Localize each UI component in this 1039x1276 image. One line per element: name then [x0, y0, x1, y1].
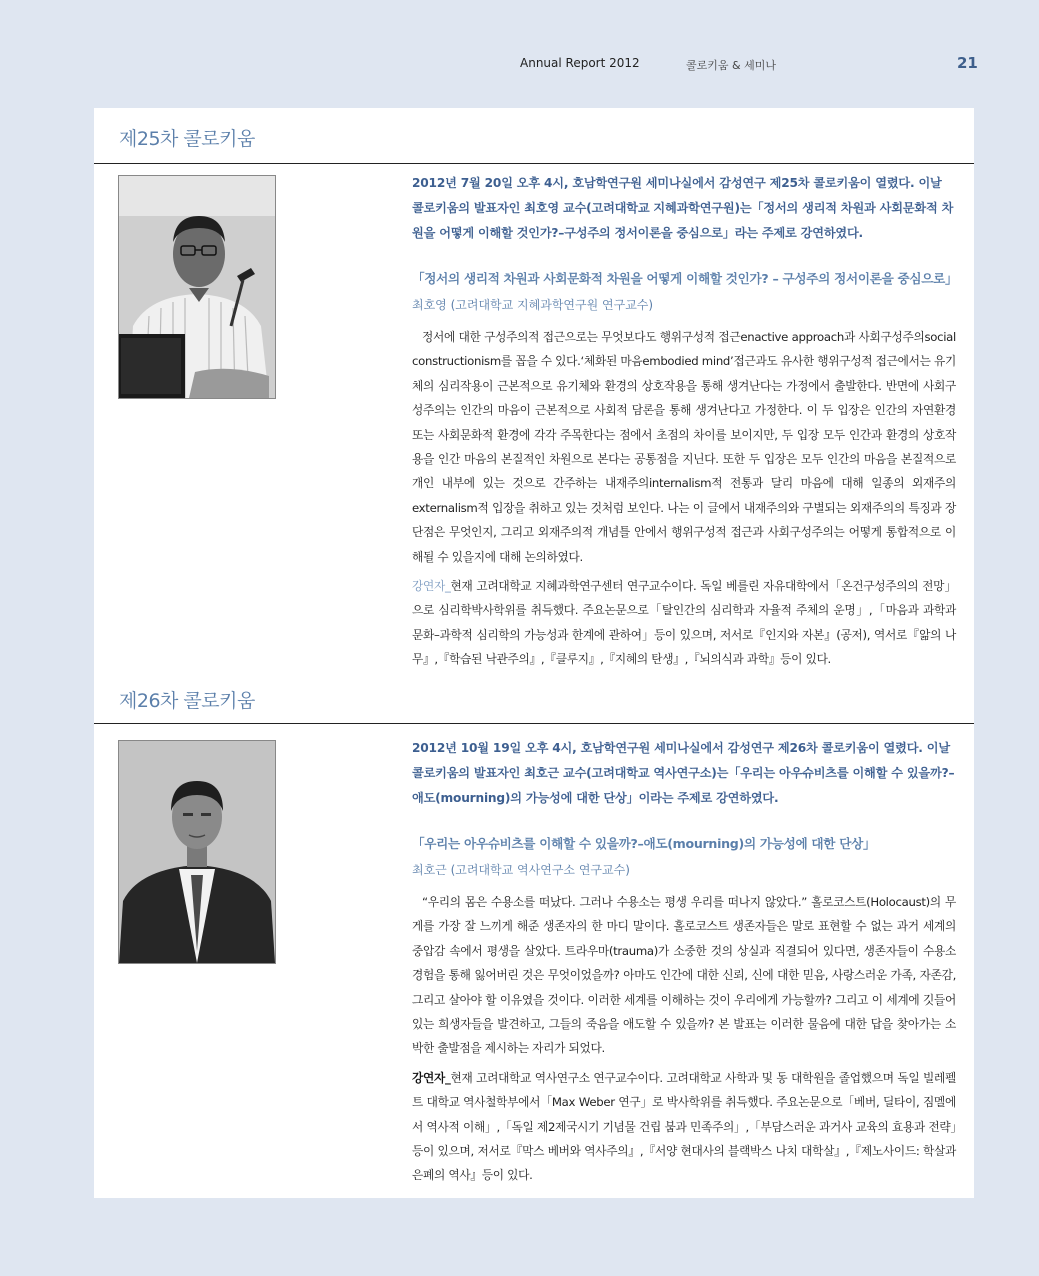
content-panel — [94, 108, 974, 1198]
speaker-photo-26 — [118, 740, 276, 964]
intro-paragraph: 2012년 7월 20일 오후 4시, 호남학연구원 세미나실에서 감성연구 제25차 콜로키움이 열렸다. 이날 콜로키움의 발표자인 최호영 교수(고려대학교 지혜과학연구원)는「정서의 생리적 차원과 사회문화적 차원을 어떻게 이해할 것인가?–구성주의 정서이론을 중심으로」라는 주제로 강연하였다. — [412, 176, 954, 240]
section-title-25: 제25차 콜로키움 — [119, 128, 255, 150]
section-title-26: 제26차 콜로키움 — [119, 690, 255, 712]
speaker-name: 최호영 (고려대학교 지혜과학연구원 연구교수) — [412, 298, 654, 312]
section-name: 콜로키움 & 세미나 — [686, 59, 776, 72]
speaker-bio — [412, 574, 956, 672]
talk-title: 「정서의 생리적 차원과 사회문화적 차원을 어떻게 이해할 것인가? – 구성주의 정서이론을 중심으로」 — [412, 271, 958, 286]
bio-label: 강연자_ — [412, 579, 451, 594]
abstract-text: 정서에 대한 구성주의적 접근으로는 무엇보다도 행위구성적 접근enactive approach과 사회구성주의social constructionism를 꼽을 수 있다.‘체화된 마음embodied mind’접근과도 유사한 행위구성적 접근에서는 유기체의 심리작용이 근본적으로 유기체와 환경의 상호작용을 통해 생겨난다는 가정에서 출발한다. 반면에 사회구성주의는 인간의 마음이 근본적으로 사회적 담론을 통해 생겨난다고 가정한다. 이 두 입장은 인간의 자연환경 또는 사회문화적 환경에 각각 주목한다는 점에서 초점의 차이를 보이지만, 두 입장 모두 인간과 환경의 상호작용을 인간 마음의 본질적인 차원으로 본다는 공통점을 지닌다. 또한 두 입장은 모두 인간의 마음을 본질적으로 개인 내부에 있는 것으로 간주하는 내재주의internalism적 전통과 달리 마음에 대해 일종의 외재주의externalism적 입장을 취하고 있는 것처럼 보인다. 나는 이 글에서 내재주의와 구별되는 외재주의의 특징과 장단점은 무엇인지, 그리고 외재주의적 개념틀 안에서 행위구성적 접근과 사회구성주의는 어떻게 통합적으로 이해될 수 있을지에 대해 논의하였다. — [412, 330, 956, 564]
page-header — [0, 52, 1039, 76]
article-25 — [412, 171, 956, 672]
page-number: 21 — [957, 54, 978, 72]
section-divider — [94, 163, 974, 164]
section-divider — [94, 723, 974, 724]
bio-text: 현재 고려대학교 지혜과학연구센터 연구교수이다. 독일 베를린 자유대학에서「온건구성주의의 전망」으로 심리학박사학위를 취득했다. 주요논문으로「탈인간의 심리학과 자율적 주체의 운명」,「마음과 과학과 문화–과학적 심리학의 가능성과 한계에 관하여」등이 있으며, 저서로『인지와 자본』(공저), 역서로『앎의 나무』,『학습된 낙관주의』,『클루지』,『지혜의 탄생』,『뇌의식과 과학』등이 있다. — [412, 579, 956, 667]
speaker-portrait-icon — [119, 176, 275, 398]
abstract-text: “우리의 몸은 수용소를 떠났다. 그러나 수용소는 평생 우리를 떠나지 않았다.” 홀로코스트(Holocaust)의 무게를 가장 잘 느끼게 해준 생존자의 한 마디 말이다. 홀로코스트 생존자들은 말로 표현할 수 없는 과거 세계의 중압감 속에서 평생을 살았다. 트라우마(trauma)가 소중한 것의 상실과 직결되어 있다면, 생존자들이 수용소 경험을 통해 잃어버린 것은 무엇이었을까? 아마도 인간에 대한 신뢰, 신에 대한 믿음, 사랑스러운 가족, 자존감, 그리고 살아야 할 이유였을 것이다. 이러한 세계를 이해하는 것이 우리에게 가능할까? 그리고 이 세계에 깃들어 있는 희생자들을 발견하고, 그들의 죽음을 애도할 수 있을까? 본 발표는 이러한 물음에 대한 답을 찾아가는 소박한 출발점을 제시하는 자리가 되었다. — [412, 895, 956, 1056]
talk-title: 「우리는 아우슈비츠를 이해할 수 있을까?–애도(mourning)의 가능성에 대한 단상」 — [412, 836, 876, 851]
speaker-bio — [412, 1066, 956, 1188]
report-title: Annual Report 2012 — [520, 56, 640, 70]
bio-label: 강연자_ — [412, 1070, 451, 1085]
article-26 — [412, 736, 956, 1188]
bio-text: 현재 고려대학교 역사연구소 연구교수이다. 고려대학교 사학과 및 동 대학원을 졸업했으며 독일 빌레펠트 대학교 역사철학부에서「Max Weber 연구」로 박사학위를 취득했다. 주요논문으로「베버, 딜타이, 짐멜에서 역사적 이해」,「독일 제2제국시기 기념물 건립 붐과 민족주의」,「부담스러운 과거사 교육의 효용과 전략」등이 있으며, 저서로『막스 베버와 역사주의』,『서양 현대사의 블랙박스 나치 대학살』,『제노사이드: 학살과 은폐의 역사』등이 있다. — [412, 1070, 956, 1183]
speaker-portrait-icon — [119, 741, 275, 963]
speaker-photo-25 — [118, 175, 276, 399]
intro-paragraph: 2012년 10월 19일 오후 4시, 호남학연구원 세미나실에서 감성연구 제26차 콜로키움이 열렸다. 이날 콜로키움의 발표자인 최호근 교수(고려대학교 역사연구소)는「우리는 아우슈비츠를 이해할 수 있을까?–애도(mourning)의 가능성에 대한 단상」이라는 주제로 강연하였다. — [412, 741, 955, 805]
speaker-name: 최호근 (고려대학교 역사연구소 연구교수) — [412, 863, 630, 877]
